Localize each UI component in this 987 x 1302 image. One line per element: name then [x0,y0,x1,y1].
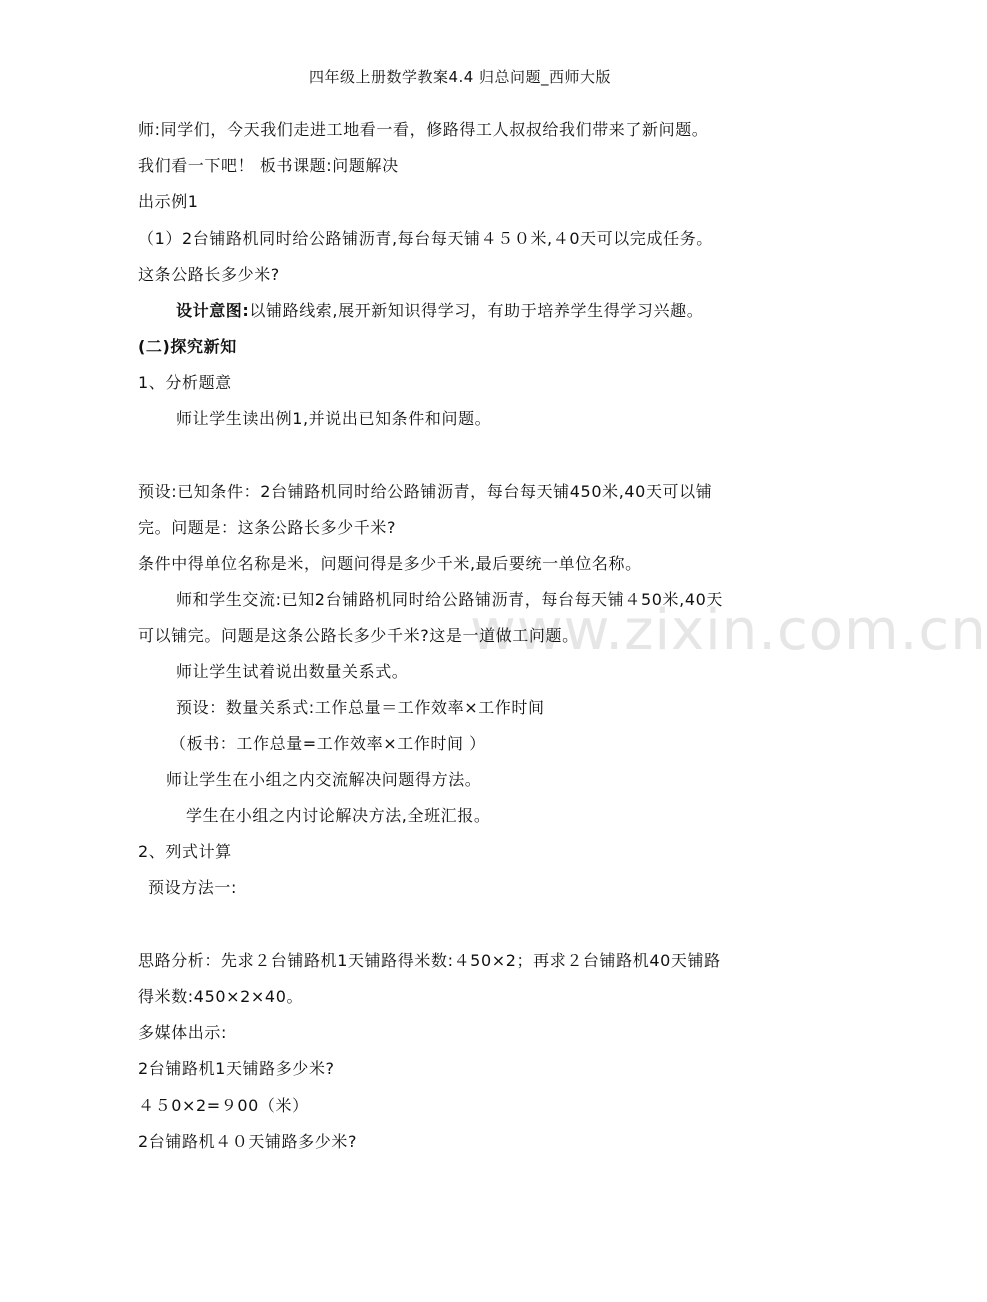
paragraph-line: 师让学生试着说出数量关系式。 [176,662,409,681]
paragraph-line: 预设：数量关系式:工作总量＝工作效率×工作时间 [176,698,545,717]
paragraph-line: 条件中得单位名称是米，问题问得是多少千米,最后要统一单位名称。 [138,554,642,573]
document-title: 四年级上册数学教案4.4 归总问题_西师大版 [308,68,612,86]
paragraph-line: 师让学生读出例1,并说出已知条件和问题。 [176,409,492,428]
subsection-heading: 1、分析题意 [138,373,232,392]
example-line: （1）2台铺路机同时给公路铺沥青,每台每天铺４５０米,４0天可以完成任务。 [138,229,713,248]
paragraph-line: 师:同学们，今天我们走进工地看一看，修路得工人叔叔给我们带来了新问题。 [138,120,709,139]
design-intent-line [176,301,703,321]
paragraph-line: 多媒体出示: [138,1023,227,1042]
paragraph-line: 师和学生交流:已知2台铺路机同时给公路铺沥青，每台每天铺４50米,40天 [176,590,723,609]
paragraph-line: 预设:已知条件：2台铺路机同时给公路铺沥青，每台每天铺450米,40天可以铺 [138,482,713,501]
paragraph-line: 2台铺路机1天铺路多少米? [138,1059,335,1078]
paragraph-line: 出示例1 [138,192,199,211]
design-intent-text: 以铺路线索,展开新知识得学习，有助于培养学生得学习兴趣。 [249,301,704,320]
paragraph-line: 预设方法一: [148,878,237,897]
example-line: 这条公路长多少米? [138,265,280,284]
section-heading: (二)探究新知 [138,337,237,356]
paragraph-line: ４５0×2=９00（米） [138,1096,309,1115]
paragraph-line: 完。问题是：这条公路长多少千米? [138,518,397,537]
paragraph-line: 师让学生在小组之内交流解决问题得方法。 [166,770,482,789]
paragraph-line: 得米数:450×2×40。 [138,987,304,1006]
paragraph-line: 2台铺路机４０天铺路多少米? [138,1132,358,1151]
subsection-heading: 2、列式计算 [138,842,232,861]
design-intent-label: 设计意图: [176,301,250,320]
paragraph-line: 我们看一下吧！ 板书课题:问题解决 [138,156,399,175]
paragraph-line: （板书：工作总量=工作效率×工作时间 ） [170,734,486,753]
paragraph-line: 可以铺完。问题是这条公路长多少千米?这是一道做工问题。 [138,626,579,645]
watermark: www.zixin.com.cn [470,598,987,663]
paragraph-line: 学生在小组之内讨论解决方法,全班汇报。 [186,806,491,825]
paragraph-line: 思路分析：先求２台铺路机1天铺路得米数:４50×2；再求２台铺路机40天铺路 [138,951,721,970]
